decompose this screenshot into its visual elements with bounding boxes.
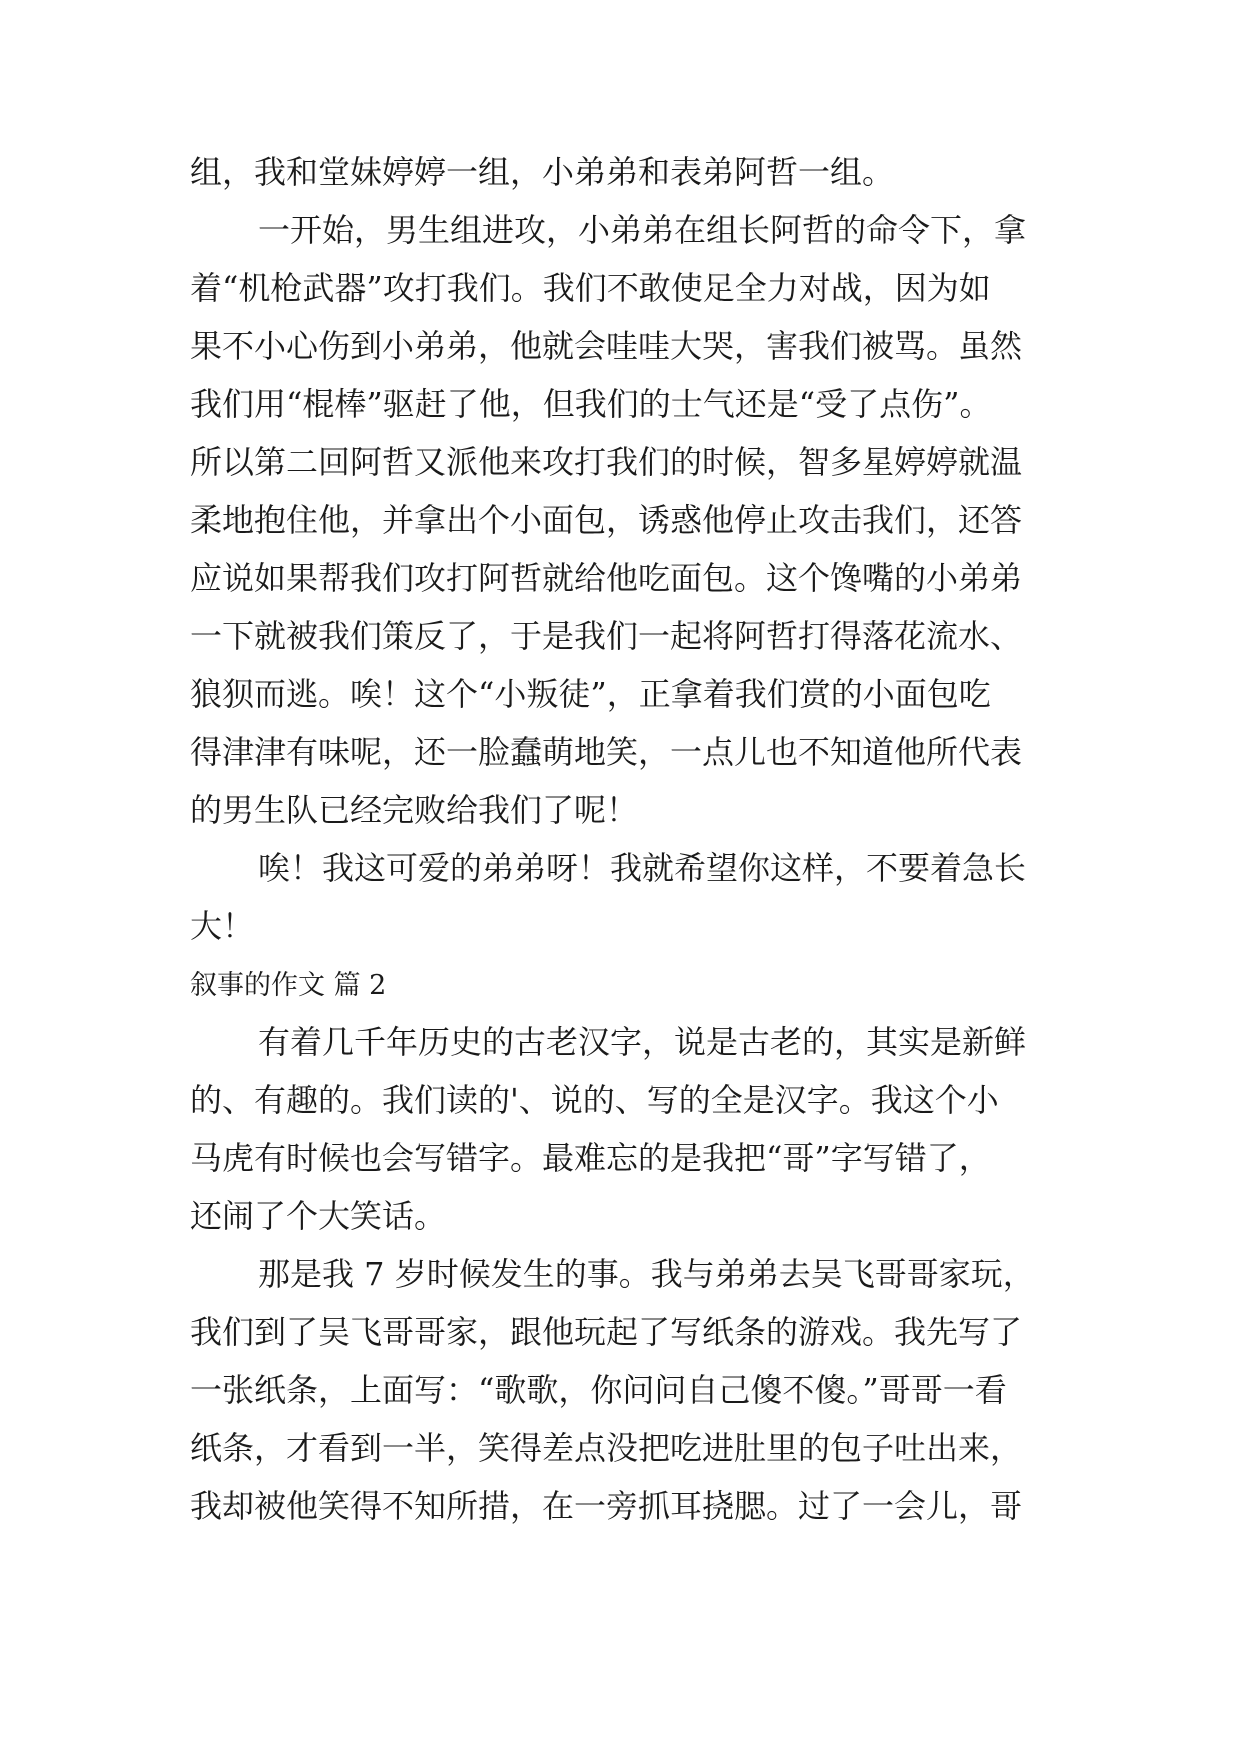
text-line: 我们用“棍棒”驱赶了他，但我们的士气还是“受了点伤”。 (190, 385, 992, 423)
paragraph-first-line: 有着几千年历史的古老汉字，说是古老的，其实是新鲜 (258, 1023, 1027, 1061)
paragraph-first-line: 唉！我这可爱的弟弟呀！我就希望你这样，不要着急长 (258, 849, 1027, 887)
text-line: 应说如果帮我们攻打阿哲就给他吃面包。这个馋嘴的小弟弟 (190, 559, 1023, 597)
text-line: 柔地抱住他，并拿出个小面包，诱惑他停止攻击我们，还答 (190, 501, 1023, 539)
text-line: 得津津有味呢，还一脸蠢萌地笑，一点儿也不知道他所代表 (190, 733, 1023, 771)
text-line: 组，我和堂妹婷婷一组，小弟弟和表弟阿哲一组。 (190, 153, 895, 191)
text-line: 我们到了吴飞哥哥家，跟他玩起了写纸条的游戏。我先写了 (190, 1313, 1023, 1351)
text-line: 果不小心伤到小弟弟，他就会哇哇大哭，害我们被骂。虽然 (190, 327, 1023, 365)
text-line: 一张纸条，上面写：“歌歌，你问问自己傻不傻。”哥哥一看 (190, 1371, 1007, 1409)
text-line: 纸条，才看到一半，笑得差点没把吃进肚里的包子吐出来， (190, 1429, 1023, 1467)
text-line: 还闹了个大笑话。 (190, 1197, 447, 1235)
text-line: 我却被他笑得不知所措，在一旁抓耳挠腮。过了一会儿，哥 (190, 1487, 1023, 1525)
text-line: 大！ (190, 907, 255, 945)
text-line: 着“机枪武器”攻打我们。我们不敢使足全力对战，因为如 (190, 269, 991, 307)
text-line: 的、有趣的。我们读的'、说的、写的全是汉字。我这个小 (190, 1081, 999, 1119)
section-heading: 叙事的作文 篇 2 (190, 970, 387, 1001)
text-line: 的男生队已经完败给我们了呢！ (190, 791, 639, 829)
text-line: 马虎有时候也会写错字。最难忘的是我把“哥”字写错了， (190, 1139, 991, 1177)
paragraph-first-line: 一开始，男生组进攻，小弟弟在组长阿哲的命令下，拿 (258, 211, 1027, 249)
paragraph-first-line: 那是我 7 岁时候发生的事。我与弟弟去吴飞哥哥家玩， (258, 1255, 1035, 1293)
text-line: 一下就被我们策反了，于是我们一起将阿哲打得落花流水、 (190, 617, 1023, 655)
text-line: 狼狈而逃。唉！这个“小叛徒”，正拿着我们赏的小面包吃 (190, 675, 991, 713)
text-line: 所以第二回阿哲又派他来攻打我们的时候，智多星婷婷就温 (190, 443, 1023, 481)
